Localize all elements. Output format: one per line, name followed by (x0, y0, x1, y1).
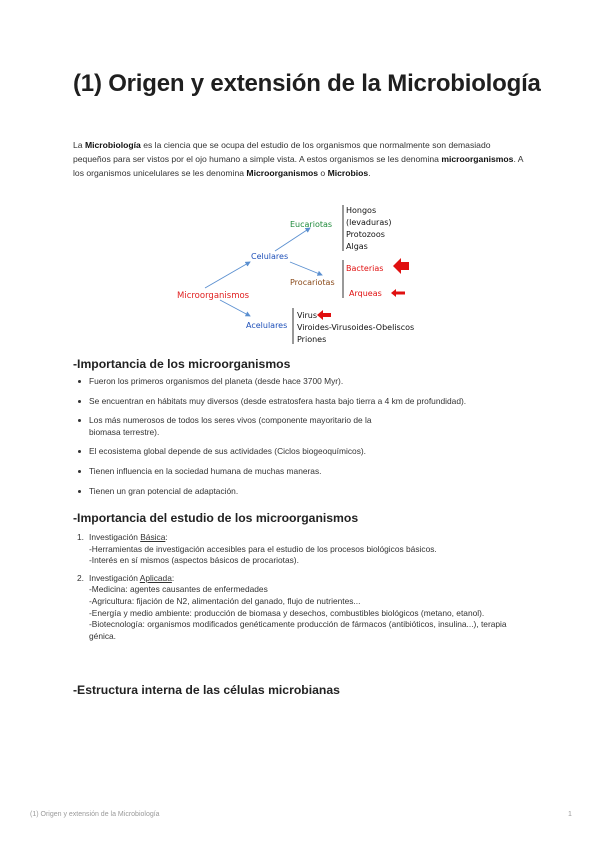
importance-list (73, 376, 533, 505)
highlight-arrow-bacterias-icon (393, 258, 409, 274)
sub-line: -Biotecnología: organismos modificados genéticamente producción de fármacos (antibióticos, insulina...), terapia génica. (89, 619, 507, 641)
sub-line: -Medicina: agentes causantes de enfermedades (89, 584, 268, 595)
euk-item-algas: Algas (346, 242, 368, 251)
page-number: 1 (568, 811, 572, 818)
item-number: 2. (77, 572, 84, 583)
arrow-celulares-procariotas (290, 262, 322, 275)
list-item: Los más numerosos de todos los seres vivos (componente mayoritario de la biomasa terrestre). (73, 415, 399, 438)
node-celulares: Celulares (251, 252, 289, 261)
arrow-celulares-eucariotas (275, 228, 310, 251)
study-list (73, 532, 533, 648)
euk-item-hongos: Hongos (346, 206, 377, 215)
term-microbiologia: Microbiología (84, 140, 141, 150)
sub-line: -Agricultura: fijación de N2, alimentación del ganado, flujo de nutrientes... (89, 595, 361, 606)
acel-item-virus: Virus (297, 311, 318, 320)
term-microorganismos: microorganismos (441, 154, 514, 165)
list-item: Tienen un gran potencial de adaptación. (73, 486, 533, 498)
term-microbios: Microbios (327, 168, 369, 179)
euk-item-levaduras: (levaduras) (346, 218, 392, 227)
acel-item-priones: Priones (297, 335, 327, 344)
euk-item-protozoos: Protozoos (346, 230, 385, 239)
term-microorganismos-2: Microorganismos (246, 168, 319, 179)
list-item: Fueron los primeros organismos del planeta (desde hace 3700 Myr). (73, 376, 533, 388)
list-item: Se encuentran en hábitats muy diversos (desde estratosfera hasta bajo tierra a 4 km de profundidad). (73, 396, 533, 408)
arrow-root-acelulares (220, 300, 250, 316)
sub-line: -Interés en sí mismos (aspectos básicos de procariotas). (89, 555, 299, 566)
term-basica: Básica (140, 532, 166, 542)
node-acelulares: Acelulares (246, 321, 288, 330)
acel-item-viroides: Viroides-Virusoides-Obeliscos (297, 323, 415, 332)
highlight-arrow-virus-icon (317, 310, 331, 320)
pro-item-arqueas: Arqueas (349, 289, 382, 298)
section-heading-estructura: -Estructura interna de las células microbianas (73, 683, 340, 697)
node-root: Microorganismos (177, 291, 250, 301)
list-item-aplicada: 2. Investigación Aplicada: -Medicina: agentes causantes de enfermedades -Agricultura: fijación de N2, alimentación del ganado, flujo de nutrientes... -Energía y medio ambiente: producción de biomasa y desechos, combustibles biológicos (metano, etanol). -Biotecnología: organismos modificados genéticamente producción de fármacos (antibióticos, insulina...), terapia génica. (73, 573, 533, 643)
list-item: El ecosistema global depende de sus actividades (Ciclos biogeoquímicos). (73, 446, 533, 458)
term-aplicada: Aplicada (139, 572, 172, 583)
page-title: (1) Origen y extensión de la Microbiología (73, 70, 541, 97)
intro-paragraph: La Microbiología es la ciencia que se ocupa del estudio de los organismos que normalmente son demasiado pequeños para ser vistos por el ojo humano a simple vista. A estos organismos se les denomina microorganismos. A los organismos unicelulares se les denomina Microorganismos o Microbios. (73, 140, 523, 179)
footer-title: (1) Origen y extensión de la Microbiología (30, 811, 160, 818)
node-procariotas: Procariotas (290, 278, 335, 287)
sub-line: -Energía y medio ambiente: producción de biomasa y desechos, combustibles biológicos (metano, etanol). (89, 607, 485, 618)
highlight-arrow-arqueas-icon (391, 289, 405, 297)
list-item-basica: 1. Investigación Básica: -Herramientas de investigación accesibles para el estudio de los procesos biológicos básicos. -Interés en sí mismos (aspectos básicos de procariotas). (73, 532, 533, 567)
arrow-root-celulares (205, 262, 250, 288)
item-number: 1. (77, 532, 84, 542)
node-eucariotas: Eucariotas (290, 220, 333, 229)
section-heading-estudio: -Importancia del estudio de los microorganismos (73, 511, 359, 525)
list-item: Tienen influencia en la sociedad humana de muchas maneras. (73, 466, 533, 478)
section-heading-importancia: -Importancia de los microorganismos (73, 357, 291, 371)
pro-item-bacterias: Bacterias (346, 264, 384, 273)
sub-line: -Herramientas de investigación accesibles para el estudio de los procesos biológicos básicos. (89, 543, 437, 554)
classification-diagram (150, 196, 460, 351)
